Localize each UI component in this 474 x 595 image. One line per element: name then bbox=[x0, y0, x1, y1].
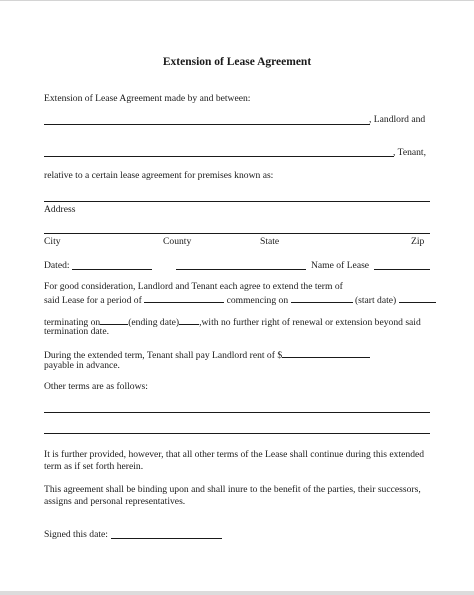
page-bottom-border bbox=[0, 591, 474, 595]
consideration-line-1: For good consideration, Landlord and Tenant each agree to extend the term of bbox=[44, 281, 343, 292]
signed-label: Signed this date: bbox=[44, 529, 108, 540]
no-further-right-text: ,with no further right of renewal or extension beyond said bbox=[199, 317, 421, 328]
dated-label: Dated: bbox=[44, 260, 70, 271]
binding-line-1: This agreement shall be binding upon and shall inure to the benefit of the parties, their successors, bbox=[44, 484, 421, 495]
tenant-name-line[interactable] bbox=[44, 156, 394, 157]
lease-name-line[interactable] bbox=[176, 269, 306, 270]
other-terms-line-2[interactable] bbox=[44, 433, 430, 434]
further-provided-line-1: It is further provided, however, that all other terms of the Lease shall continue during this extended bbox=[44, 449, 425, 460]
period-field[interactable] bbox=[144, 293, 224, 303]
landlord-label: , Landlord and bbox=[369, 114, 426, 125]
tenant-label: , Tenant, bbox=[393, 147, 426, 158]
city-county-state-zip-line[interactable] bbox=[44, 233, 430, 234]
period-label: said Lease for a period of bbox=[44, 295, 142, 306]
name-of-lease-label: Name of Lease bbox=[311, 260, 370, 271]
county-label: County bbox=[163, 236, 192, 247]
landlord-name-line[interactable] bbox=[44, 124, 370, 125]
made-by-text: Extension of Lease Agreement made by and between: bbox=[44, 93, 251, 104]
other-terms-label: Other terms are as follows: bbox=[44, 381, 148, 392]
ending-date-field[interactable] bbox=[179, 315, 199, 325]
page-top-border bbox=[0, 0, 474, 1]
address-label: Address bbox=[44, 204, 76, 215]
commencing-label: commencing on bbox=[226, 295, 289, 306]
premises-line[interactable] bbox=[44, 201, 430, 202]
rent-text: During the extended term, Tenant shall pay Landlord rent of $ bbox=[44, 350, 283, 361]
city-label: City bbox=[44, 236, 61, 247]
start-date-extra-field[interactable] bbox=[399, 293, 436, 303]
start-date-label: (start date) bbox=[354, 295, 397, 306]
state-label: State bbox=[260, 236, 280, 247]
rent-amount-field[interactable] bbox=[282, 348, 370, 358]
rent-line-2: payable in advance. bbox=[44, 360, 120, 371]
document-title: Extension of Lease Agreement bbox=[162, 56, 312, 68]
binding-line-2: assigns and personal representatives. bbox=[44, 496, 186, 507]
consideration-line-2 bbox=[44, 293, 436, 307]
lease-date-line[interactable] bbox=[374, 269, 430, 270]
dated-line[interactable] bbox=[72, 269, 152, 270]
termination-date-text: termination date. bbox=[44, 326, 110, 337]
relative-to-text: relative to a certain lease agreement for premises known as: bbox=[44, 170, 274, 181]
other-terms-line-1[interactable] bbox=[44, 412, 430, 413]
ending-date-label: (ending date) bbox=[128, 317, 180, 328]
zip-label: Zip bbox=[411, 236, 425, 247]
further-provided-line-2: term as if set forth herein. bbox=[44, 461, 144, 472]
signed-date-line[interactable] bbox=[111, 538, 222, 539]
start-date-field[interactable] bbox=[291, 293, 353, 303]
terminating-label: terminating on bbox=[44, 317, 101, 328]
terminating-field[interactable] bbox=[100, 315, 128, 325]
